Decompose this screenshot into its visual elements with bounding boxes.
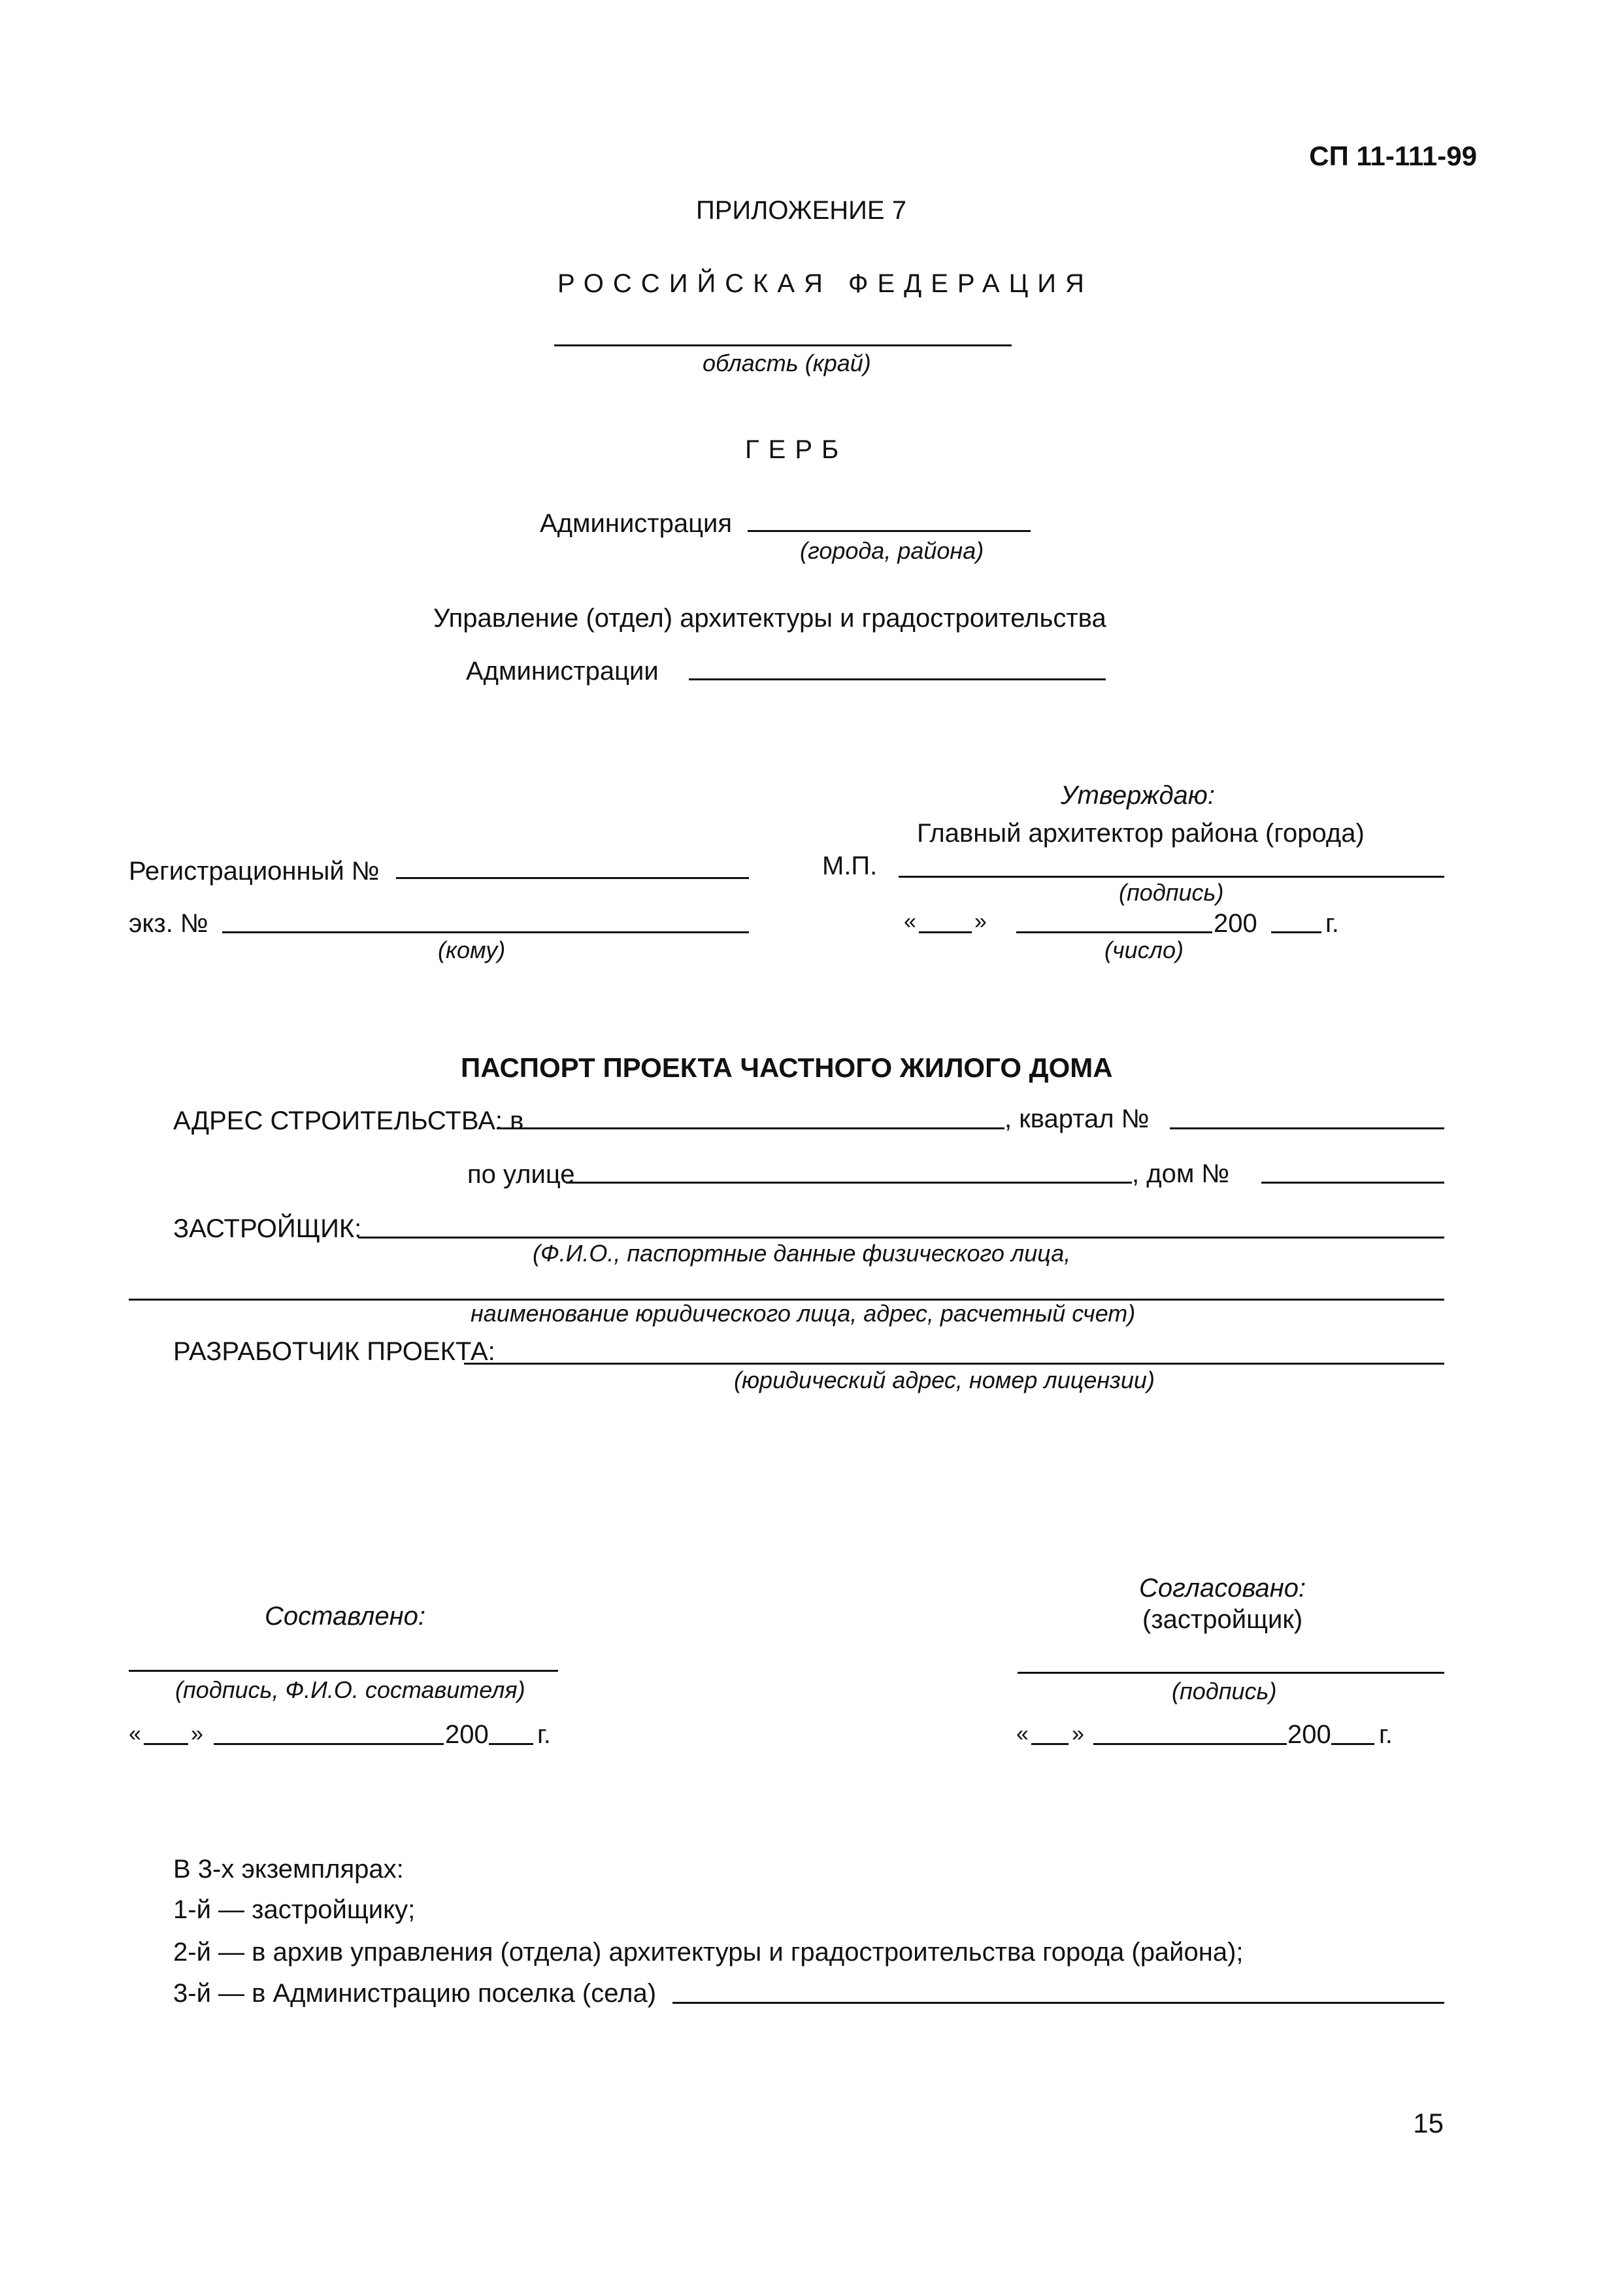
registration-number-field[interactable] bbox=[396, 877, 749, 879]
composer-signature-caption: (подпись, Ф.И.О. составителя) bbox=[175, 1676, 525, 1703]
copy-3-recipient: 3-й — в Администрацию поселка (села) bbox=[173, 1979, 657, 2008]
house-number-field[interactable] bbox=[1261, 1182, 1444, 1184]
developer-caption-person: (Ф.И.О., паспортные данные физического лица, bbox=[533, 1240, 1071, 1267]
copies-intro: В 3-х экземплярах: bbox=[173, 1855, 404, 1884]
administration-of-label: Администрации bbox=[466, 657, 659, 686]
address-city-field[interactable] bbox=[497, 1127, 1004, 1129]
developer-label: ЗАСТРОЙЩИК: bbox=[173, 1214, 362, 1243]
approve-label: Утверждаю: bbox=[1061, 781, 1215, 810]
developer-field[interactable] bbox=[358, 1237, 1444, 1238]
composer-year-suffix: г. bbox=[537, 1720, 551, 1749]
agreed-date-open-quote: « bbox=[1016, 1721, 1029, 1746]
street-field[interactable] bbox=[566, 1182, 1132, 1184]
agreed-year-suffix: г. bbox=[1379, 1720, 1393, 1749]
street-label: по улице bbox=[467, 1160, 575, 1189]
composer-signature-field[interactable] bbox=[129, 1670, 558, 1672]
approval-date-open-quote: « bbox=[904, 909, 916, 934]
composed-label: Составлено: bbox=[265, 1602, 425, 1631]
agreed-year-field[interactable] bbox=[1331, 1743, 1374, 1745]
approval-year-suffix: г. bbox=[1325, 909, 1339, 938]
approval-signature-field[interactable] bbox=[899, 876, 1444, 878]
approval-month-field[interactable] bbox=[1016, 931, 1212, 933]
administration-of-field[interactable] bbox=[689, 678, 1106, 680]
agreed-label: Согласовано: bbox=[1139, 1574, 1306, 1603]
registration-label: Регистрационный № bbox=[129, 857, 380, 886]
passport-title: ПАСПОРТ ПРОЕКТА ЧАСТНОГО ЖИЛОГО ДОМА bbox=[461, 1052, 1113, 1083]
administration-label: Администрация bbox=[540, 509, 733, 538]
composer-year-prefix: 200 bbox=[445, 1720, 489, 1749]
copy-number-field[interactable] bbox=[222, 931, 749, 933]
country-name: РОССИЙСКАЯ ФЕДЕРАЦИЯ bbox=[557, 269, 1093, 298]
composer-day-field[interactable] bbox=[144, 1743, 188, 1745]
designer-label: РАЗРАБОТЧИК ПРОЕКТА: bbox=[173, 1337, 495, 1366]
agreed-signature-field[interactable] bbox=[1018, 1672, 1444, 1674]
approval-date-close-quote: » bbox=[974, 909, 987, 934]
block-number-field[interactable] bbox=[1170, 1127, 1444, 1129]
department-name: Управление (отдел) архитектуры и градостроительства bbox=[433, 604, 1106, 633]
house-label: , дом № bbox=[1132, 1159, 1230, 1188]
agreed-month-field[interactable] bbox=[1093, 1743, 1287, 1745]
page-number: 15 bbox=[1413, 2108, 1444, 2138]
block-label: , квартал № bbox=[1004, 1105, 1150, 1133]
composer-month-field[interactable] bbox=[214, 1743, 444, 1745]
region-field[interactable] bbox=[554, 344, 1012, 346]
approval-date-caption: (число) bbox=[1104, 937, 1184, 963]
coat-of-arms-label: ГЕРБ bbox=[745, 435, 848, 464]
developer-caption-company: наименование юридического лица, адрес, расчетный счет) bbox=[471, 1300, 1136, 1327]
address-label: АДРЕС СТРОИТЕЛЬСТВА: в bbox=[173, 1106, 524, 1135]
copy-2-recipient: 2-й — в архив управления (отдела) архитектуры и градостроительства города (района); bbox=[173, 1938, 1244, 1967]
designer-field[interactable] bbox=[464, 1363, 1444, 1365]
copy-3-village-field[interactable] bbox=[672, 2002, 1444, 2004]
copy-number-label: экз. № bbox=[129, 909, 208, 938]
document-code: СП 11-111-99 bbox=[1309, 141, 1477, 171]
composer-year-field[interactable] bbox=[489, 1743, 533, 1745]
approval-year-prefix: 200 bbox=[1214, 909, 1257, 938]
agreed-signature-caption: (подпись) bbox=[1172, 1678, 1277, 1704]
administration-caption: (города, района) bbox=[800, 537, 984, 564]
chief-architect-label: Главный архитектор района (города) bbox=[917, 819, 1365, 848]
agreed-day-field[interactable] bbox=[1031, 1743, 1069, 1745]
approval-signature-caption: (подпись) bbox=[1119, 879, 1224, 906]
composer-date-close-quote: » bbox=[191, 1721, 203, 1746]
copy-recipient-caption: (кому) bbox=[438, 937, 506, 963]
administration-field[interactable] bbox=[748, 530, 1031, 532]
copy-1-recipient: 1-й — застройщику; bbox=[173, 1895, 416, 1924]
designer-caption: (юридический адрес, номер лицензии) bbox=[734, 1367, 1155, 1393]
approval-year-field[interactable] bbox=[1271, 931, 1321, 933]
region-caption: область (край) bbox=[703, 350, 871, 376]
agreed-year-prefix: 200 bbox=[1287, 1720, 1331, 1749]
agreed-sub-label: (застройщик) bbox=[1142, 1605, 1303, 1634]
annex-title: ПРИЛОЖЕНИЕ 7 bbox=[696, 196, 906, 225]
stamp-label: М.П. bbox=[822, 852, 878, 880]
composer-date-open-quote: « bbox=[129, 1721, 141, 1746]
approval-day-field[interactable] bbox=[919, 931, 972, 933]
agreed-date-close-quote: » bbox=[1072, 1721, 1084, 1746]
